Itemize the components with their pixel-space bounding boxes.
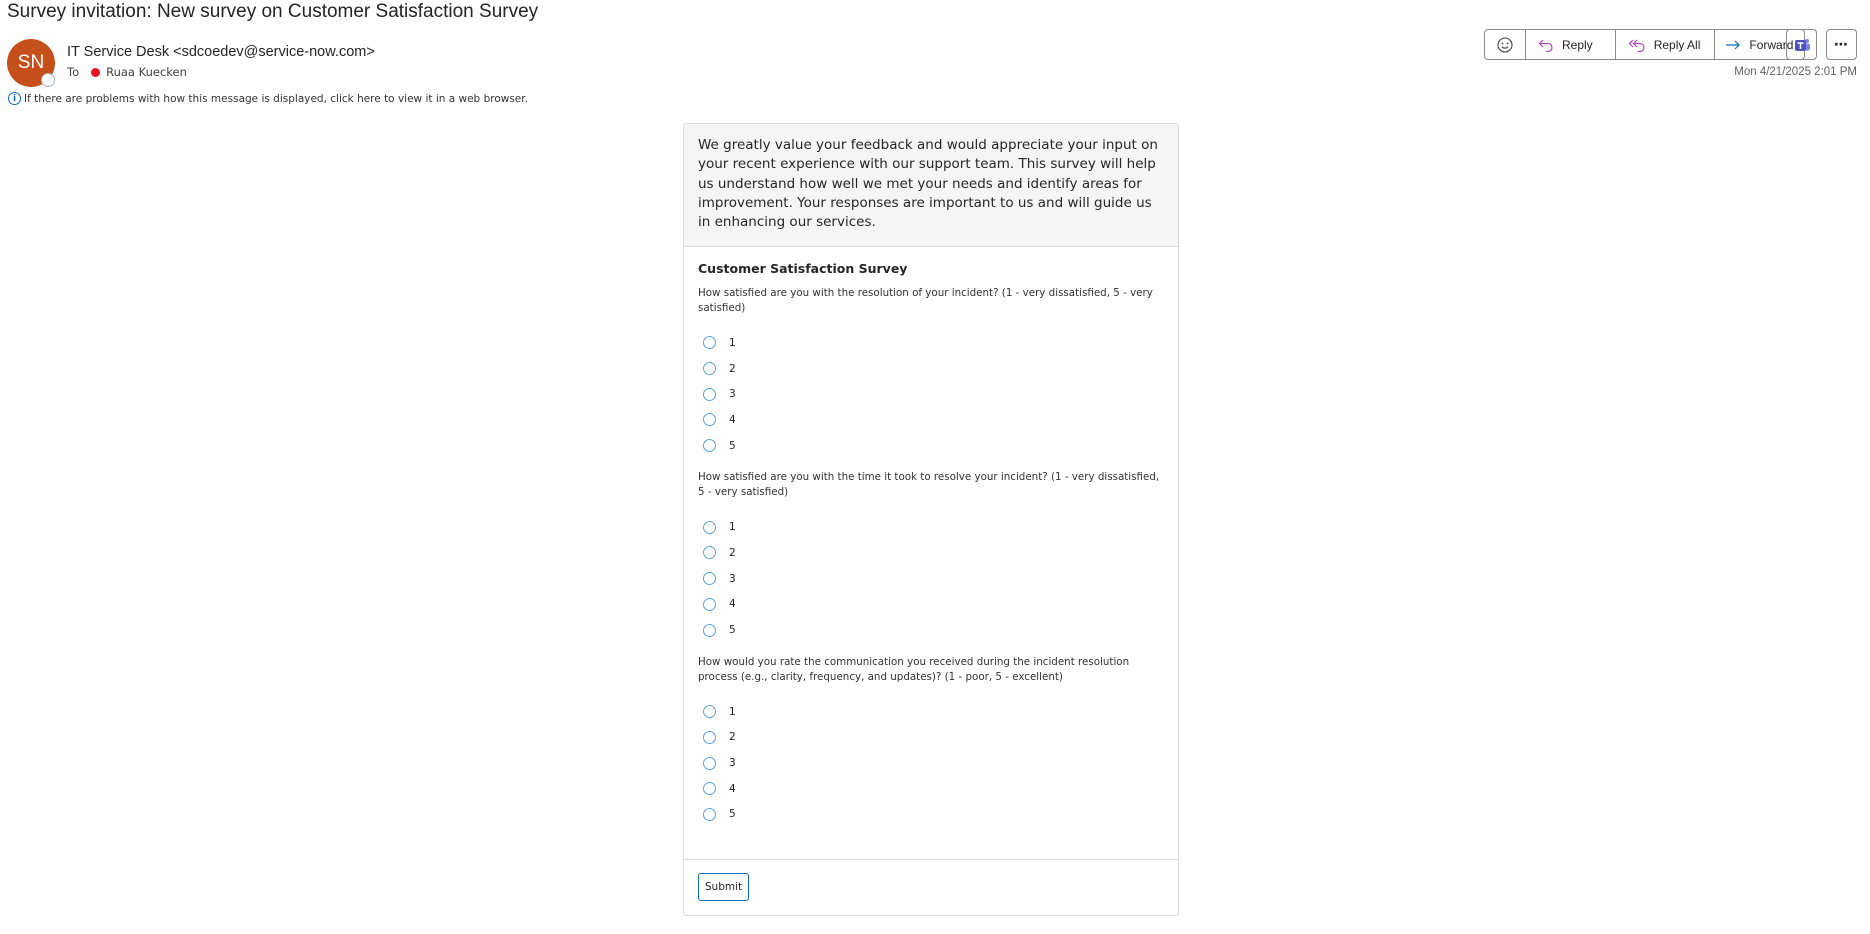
rating-option[interactable]: [698, 725, 1164, 751]
more-options-button[interactable]: [1826, 29, 1857, 60]
radio-button[interactable]: [703, 388, 716, 401]
question-text: How satisfied are you with the resolution of your incident? (1 - very dissatisfied, 5 - very satisfied): [698, 287, 1153, 314]
reply-button[interactable]: [1526, 30, 1616, 59]
radio-button[interactable]: [703, 362, 716, 375]
reply-icon: [1538, 38, 1554, 52]
option-label: 5: [729, 808, 736, 821]
rating-option[interactable]: [698, 699, 1164, 725]
rating-option[interactable]: [698, 433, 1164, 459]
survey-title: Customer Satisfaction Survey: [698, 261, 908, 276]
sent-date: Mon 4/21/2025 2:01 PM: [1734, 66, 1857, 78]
rating-option[interactable]: [698, 514, 1164, 540]
option-label: 2: [729, 362, 736, 375]
question-text: How satisfied are you with the time it took to resolve your incident? (1 - very dissatisfied, 5 - very satisfied): [698, 471, 1160, 499]
email-subject: Survey invitation: New survey on Customer Satisfaction Survey: [7, 1, 539, 22]
rating-option[interactable]: [698, 330, 1164, 356]
recipient-name[interactable]: Ruaa Kuecken: [106, 65, 187, 79]
option-label: 4: [729, 413, 736, 426]
option-label: 3: [729, 572, 736, 585]
question-text: How would you rate the communication you received during the incident resolution process (e.g., clarity, frequency, and updates)? (1 - poor, 5 - excellent): [698, 655, 1130, 683]
option-label: 4: [729, 782, 736, 795]
emoji-reaction-button[interactable]: [1485, 30, 1526, 59]
rating-option[interactable]: [698, 802, 1164, 828]
reply-all-icon: [1628, 38, 1646, 52]
option-label: 2: [729, 546, 736, 559]
reply-all-label: Reply All: [1653, 37, 1701, 52]
survey-intro: We greatly value your feedback and would appreciate your input on your recent experience with our support team. This survey will help us understand how well we met your needs and identify areas for improvement. Your responses are important to us and will guide us in enhancing our services.: [684, 124, 1178, 247]
info-bar[interactable]: [8, 92, 528, 105]
sender-name[interactable]: IT Service Desk <sdcoedev@service-now.com>: [67, 44, 375, 60]
survey-card: [683, 123, 1179, 916]
teams-button[interactable]: [1786, 29, 1817, 60]
radio-button[interactable]: [703, 598, 716, 611]
survey-form: [684, 247, 1178, 827]
rating-option[interactable]: [698, 381, 1164, 407]
rating-option[interactable]: [698, 776, 1164, 802]
busy-presence-icon: [91, 68, 100, 77]
radio-button[interactable]: [703, 336, 716, 349]
recipients-line: [67, 65, 187, 79]
rating-option[interactable]: [698, 407, 1164, 433]
rating-options: [698, 699, 1164, 827]
radio-button[interactable]: [703, 572, 716, 585]
radio-button[interactable]: [703, 782, 716, 795]
radio-button[interactable]: [703, 521, 716, 534]
option-label: 3: [729, 757, 736, 770]
reply-label: Reply: [1562, 37, 1593, 52]
option-label: 5: [729, 624, 736, 637]
radio-button[interactable]: [703, 546, 716, 559]
option-label: 2: [729, 731, 736, 744]
forward-label: Forward: [1749, 37, 1794, 52]
rating-option[interactable]: [698, 566, 1164, 592]
sender-avatar[interactable]: SN: [7, 39, 55, 87]
presence-status-icon: [41, 73, 55, 87]
radio-button[interactable]: [703, 808, 716, 821]
option-label: 1: [729, 705, 736, 718]
option-label: 5: [729, 439, 736, 452]
rating-options: [698, 330, 1164, 458]
rating-option[interactable]: [698, 592, 1164, 618]
smiley-icon: [1497, 37, 1513, 53]
message-actions: [1484, 29, 1805, 60]
to-label: To: [67, 65, 80, 79]
submit-button[interactable]: Submit: [698, 873, 749, 901]
rating-option[interactable]: [698, 540, 1164, 566]
option-label: 4: [729, 598, 736, 611]
radio-button[interactable]: [703, 413, 716, 426]
info-icon: i: [8, 92, 21, 105]
radio-button[interactable]: [703, 624, 716, 637]
teams-icon: [1793, 37, 1811, 53]
radio-button[interactable]: [703, 731, 716, 744]
rating-options: [698, 514, 1164, 642]
rating-option[interactable]: [698, 617, 1164, 643]
radio-button[interactable]: [703, 705, 716, 718]
ellipsis-icon: ⋯: [1834, 36, 1849, 53]
radio-button[interactable]: [703, 757, 716, 770]
radio-button[interactable]: [703, 439, 716, 452]
option-label: 3: [729, 388, 736, 401]
survey-footer: [684, 859, 1178, 901]
rating-option[interactable]: [698, 356, 1164, 382]
info-bar-text[interactable]: If there are problems with how this message is displayed, click here to view it in a web browser.: [24, 92, 528, 105]
option-label: 1: [729, 521, 736, 534]
forward-arrow-icon: [1725, 39, 1741, 51]
option-label: 1: [729, 336, 736, 349]
reply-all-button[interactable]: [1616, 30, 1716, 59]
rating-option[interactable]: [698, 750, 1164, 776]
